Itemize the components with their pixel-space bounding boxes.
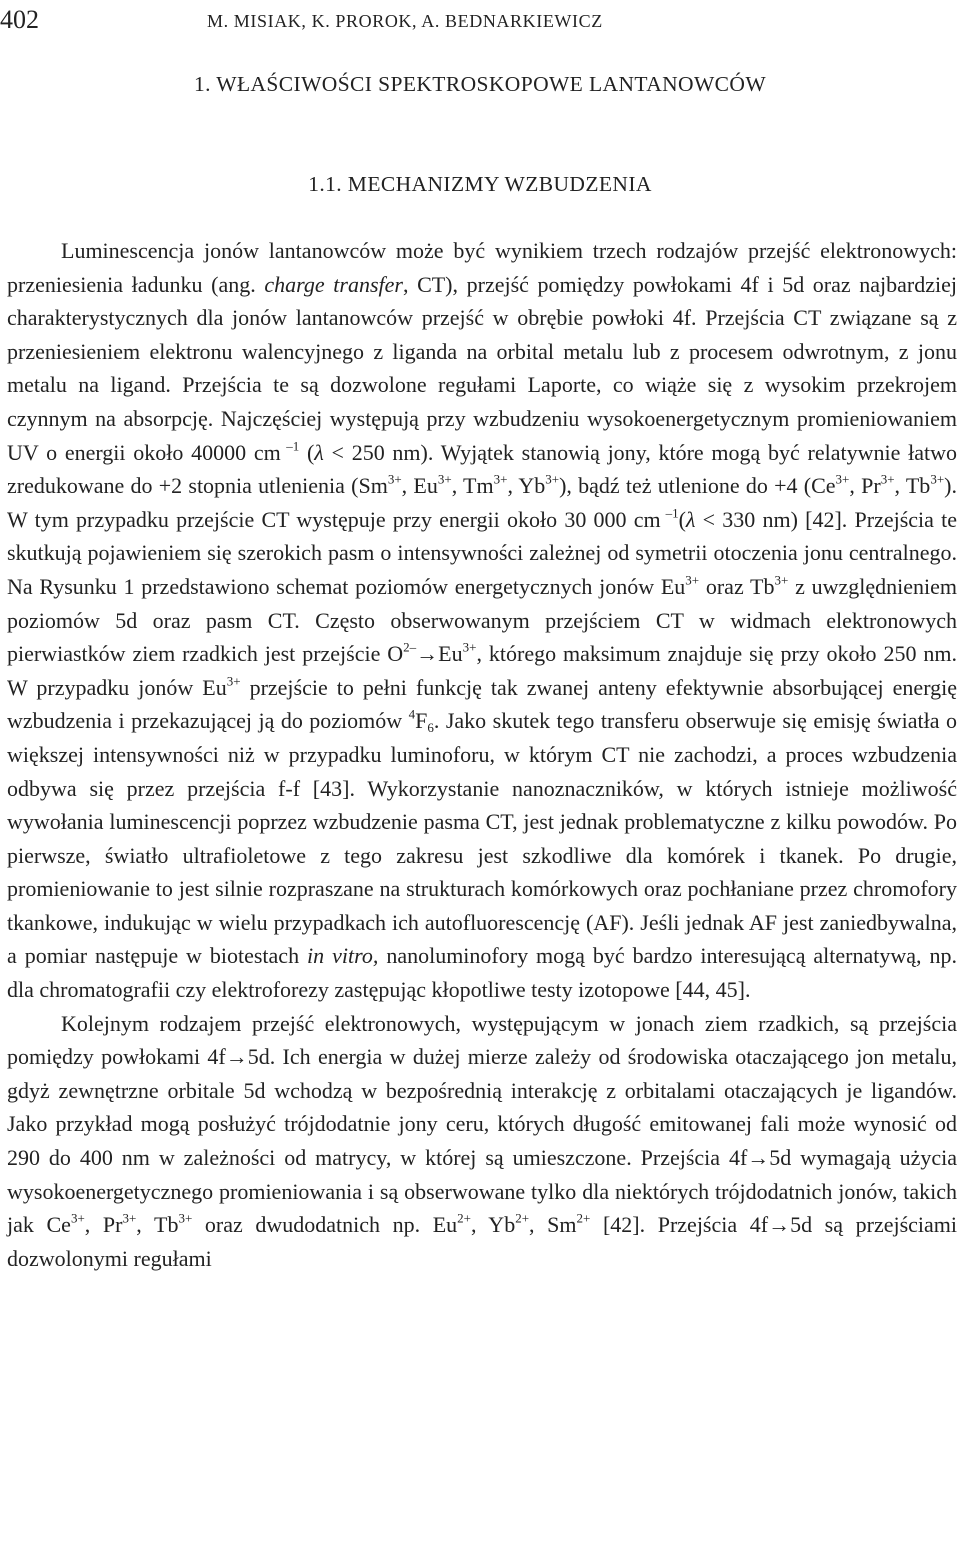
text-run: z uwzględnieniem poziomów 5d oraz pasm CT. Często obserwowanym przejściem CT w widmach elektronowych pierwiastków ziem rzadkich jest przejście O [7, 573, 957, 667]
text-run: ), bądź też utlenione do +4 (Ce [559, 473, 836, 499]
text-run: przejście to pełni funkcję tak zwanej anteny efektywnie absorbującej energię wzbudzenia i przekazującej ją do poziomów [7, 674, 957, 734]
text-run: , Pr [84, 1212, 123, 1238]
superscript: –1 [660, 505, 679, 520]
text-run: ( [678, 506, 686, 532]
text-run: < 250 nm). Wyjątek stanowią jony, które mogą być relatywnie łatwo zredukowane do +2 stopnia utlenienia (Sm [7, 439, 957, 499]
superscript: 3+ [880, 471, 895, 487]
superscript: 2+ [576, 1210, 591, 1226]
superscript: 3+ [930, 471, 945, 487]
superscript: 3+ [493, 471, 508, 487]
text-run: , Tb [136, 1212, 179, 1238]
paragraph-1 [7, 234, 957, 1007]
text-run: nanoluminofory mogą być bardzo interesującą alternatywą, np. dla chromatografii czy elektroforezy zastępując kłopotliwe testy izotopowe [44, 45]. [7, 943, 957, 1003]
superscript: 3+ [835, 471, 850, 487]
text-run: [42]. Przejścia 4f→5d są przejściami dozwolonymi regułami [7, 1212, 958, 1271]
superscript: 3+ [226, 672, 241, 688]
superscript: 3+ [122, 1210, 137, 1226]
text-run-italic: λ [685, 506, 696, 532]
text-run: Kolejnym rodzajem przejść elektronowych, występującym w jonach ziem rzadkich, są przejścia pomiędzy powłokami 4f→5d. Ich energia w dużej mierze zależy od środowiska otaczającego jon metalu, gdyż zewnętrzne orbitale 5d wchodzą w bezpośrednią interakcję z orbitalami otaczających je ligandów. Jako przykład mogą posłużyć trójdodatnie jony ceru, których długość emitowanej fali może wynosić od 290 do 400 nm w zależności od matrycy, w której są umieszczone. Przejścia 4f→5d wymagają użycia wysokoenergetycznego promieniowania i są obserwowane tylko dla niektórych trójdodatnich jonów, takich jak Ce [7, 1010, 957, 1238]
text-run: oraz Tb [699, 573, 775, 599]
superscript: 3+ [178, 1210, 193, 1226]
text-run: , Sm [529, 1212, 577, 1238]
subsection-title: 1.1. MECHANIZMY WZBUDZENIA [308, 172, 652, 196]
text-run: oraz dwudodatnich np. Eu [192, 1212, 458, 1238]
text-run: Luminescencja jonów lantanowców może być wynikiem trzech rodzajów przejść elektronowych: przeniesienia ładunku (ang. [7, 238, 957, 297]
text-run: , Yb [471, 1212, 516, 1238]
text-run: , CT), przejść pomiędzy powłokami 4f i 5d oraz najbardziej charakterystycznych dla jonów lantanowców przejść w obrębie powłoki 4f. Przejścia CT związane są z przeniesieniem elektronu walencyjnego z liganda na orbital metalu lub z procesem odwrotnym, z jonu metalu na ligand. Przejścia te są dozwolone regułami Laporte, co wiąże się z wysokim przekrojem czynnym na absorpcję. Najczęściej występują przy wzbudzeniu wysokoenergetycznym promieniowaniem UV o energii około 40000 cm [7, 271, 958, 465]
text-run: , Yb [507, 473, 546, 499]
text-run: →Eu [416, 641, 463, 667]
superscript: 3+ [437, 471, 452, 487]
text-run: . Jako skutek tego transferu obserwuje się emisję światła o większej intensywności niż w przypadku luminoforu, w którym CT nie zachodzi, a proces wzbudzenia odbywa się przez przejścia f-f [43]. Wykorzystanie nanoznaczników, w których istnieje możliwość wywołania luminescencji poprzez wzbudzenie pasma CT, jest jednak problematyczne z kilku powodów. Po pierwsze, światło ultrafioletowe z tego zakresu jest szkodliwe dla komórek i tkanek. Po drugie, promieniowanie to jest silnie rozpraszane na strukturach komórkowych oraz pochłaniane przez chromofory tkankowe, indukując w wielu przypadkach ich autofluorescencję (AF). Jeśli jednak AF jest zaniedbywalna, a pomiar następuje w biotestach [7, 708, 958, 969]
text-run: F [415, 708, 428, 734]
text-run: ( [299, 439, 315, 465]
superscript: 4 [408, 706, 416, 722]
superscript: 3+ [387, 471, 402, 487]
superscript: 2– [403, 639, 417, 655]
superscript: 3+ [545, 471, 560, 487]
subscript: 6 [427, 720, 434, 736]
text-run: , Tb [894, 473, 931, 499]
text-run: < 330 nm) [42]. Przejścia te skutkują pojawieniem się szerokich pasm o intensywności zależnej od symetrii otoczenia jonu centralnego. Na Rysunku 1 przedstawiono schemat poziomów energetycznych jonów Eu [7, 506, 957, 599]
superscript: 2+ [457, 1210, 472, 1226]
superscript: 2+ [515, 1210, 530, 1226]
text-run: , Tm [451, 473, 494, 499]
text-run: , Pr [849, 473, 881, 499]
running-head-authors: M. MISIAK, K. PROROK, A. BEDNARKIEWICZ [207, 11, 603, 31]
superscript: 3+ [462, 639, 477, 655]
text-run: ). W tym przypadku przejście CT występuje przy energii około 30 000 cm [7, 473, 957, 532]
paragraph-2 [7, 1007, 957, 1276]
superscript: 3+ [70, 1210, 85, 1226]
text-run-italic: in vitro, [307, 943, 379, 969]
superscript: 3+ [774, 572, 789, 588]
text-run-italic: charge transfer [264, 271, 403, 297]
text-run: , Eu [401, 473, 438, 499]
page-header [0, 4, 960, 36]
superscript: 3+ [685, 572, 700, 588]
superscript: –1 [280, 437, 300, 453]
text-run: , którego maksimum znajduje się przy około 250 nm. W przypadku jonów Eu [7, 641, 957, 700]
body-text [7, 234, 957, 1275]
page-number: 402 [0, 5, 39, 34]
section-title: 1. WŁAŚCIWOŚCI SPEKTROSKOPOWE LANTANOWCÓW [193, 72, 767, 96]
text-run-italic: λ [314, 439, 324, 465]
